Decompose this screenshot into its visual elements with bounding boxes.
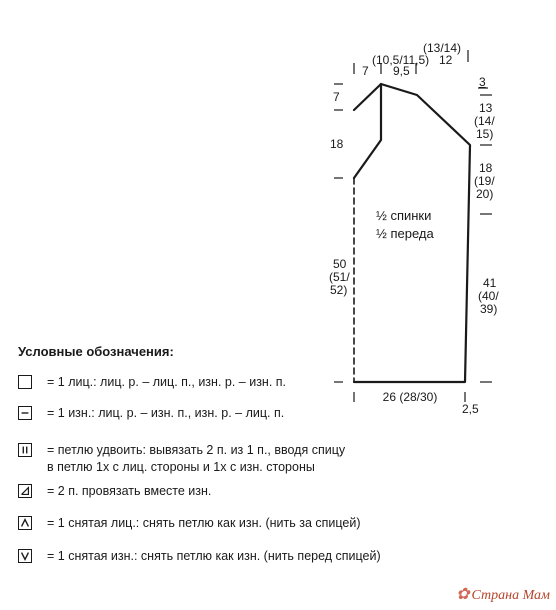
purl-two-together-icon	[18, 484, 32, 498]
dim-armhole-1: 18	[479, 161, 493, 175]
dim-side-length-3: 39)	[480, 302, 498, 316]
legend-item-text-cont: в петлю 1х с лиц. стороны и 1х с изн. стороны	[47, 460, 315, 474]
dim-left-length-1: 50	[333, 257, 347, 271]
dim-left-length-2: (51/	[329, 270, 350, 284]
dim-shoulder-slope-2: (14/	[474, 114, 495, 128]
watermark	[456, 584, 550, 604]
dim-top-mid-width: 9,5	[393, 64, 410, 78]
dim-bottom-side-offset: 2,5	[462, 402, 479, 416]
legend-item-text: = 1 снятая лиц.: снять петлю как изн. (нить за спицей)	[47, 516, 361, 530]
dim-shoulder-slope-3: 15)	[476, 127, 494, 141]
legend-item-text: = 1 изн.: лиц. р. – изн. п., изн. р. – лиц. п.	[47, 406, 285, 420]
slip-knitwise-icon	[18, 516, 32, 530]
dim-top-neck-width: 7	[362, 64, 369, 78]
back-neck-line	[354, 84, 381, 110]
dim-sleeve-cap-top: 3	[479, 75, 486, 89]
dim-neck-depth: 7	[333, 90, 340, 104]
double-stitch-icon	[18, 443, 32, 457]
dim-side-length-1: 41	[483, 276, 497, 290]
dim-shoulder-slope-1: 13	[479, 101, 493, 115]
slip-purlwise-icon	[18, 549, 32, 563]
dim-armhole-3: 20)	[476, 187, 494, 201]
dim-top-overall: (13/14)	[423, 41, 462, 55]
legend-title: Условные обозначения:	[18, 344, 174, 359]
piece-label-back: ½ спинки	[376, 208, 432, 223]
purl-stitch-icon	[18, 406, 32, 420]
dim-front-neck-depth: 18	[330, 137, 344, 151]
watermark-text: Страна Мам	[471, 588, 550, 603]
legend-item-text: = петлю удвоить: вывязать 2 п. из 1 п., вводя спицу	[47, 443, 346, 457]
dim-left-length-3: 52)	[330, 283, 348, 297]
knit-stitch-icon	[18, 375, 32, 389]
dim-bottom-width: 26 (28/30)	[382, 390, 438, 404]
dim-side-length-2: (40/	[478, 289, 499, 303]
legend-item-text: = 1 лиц.: лиц. р. – лиц. п., изн. р. – изн. п.	[47, 375, 287, 389]
dim-top-right-width: 12	[439, 53, 453, 67]
piece-label-front: ½ переда	[376, 226, 434, 241]
legend-item-text: = 1 снятая изн.: снять петлю как изн. (нить перед спицей)	[47, 549, 381, 563]
flower-icon: ✿	[456, 586, 470, 603]
dim-armhole-2: (19/	[474, 174, 495, 188]
legend-item-text: = 2 п. провязать вместе изн.	[47, 484, 212, 498]
dim-top-to-point: (10,5/11,5)	[372, 53, 430, 67]
